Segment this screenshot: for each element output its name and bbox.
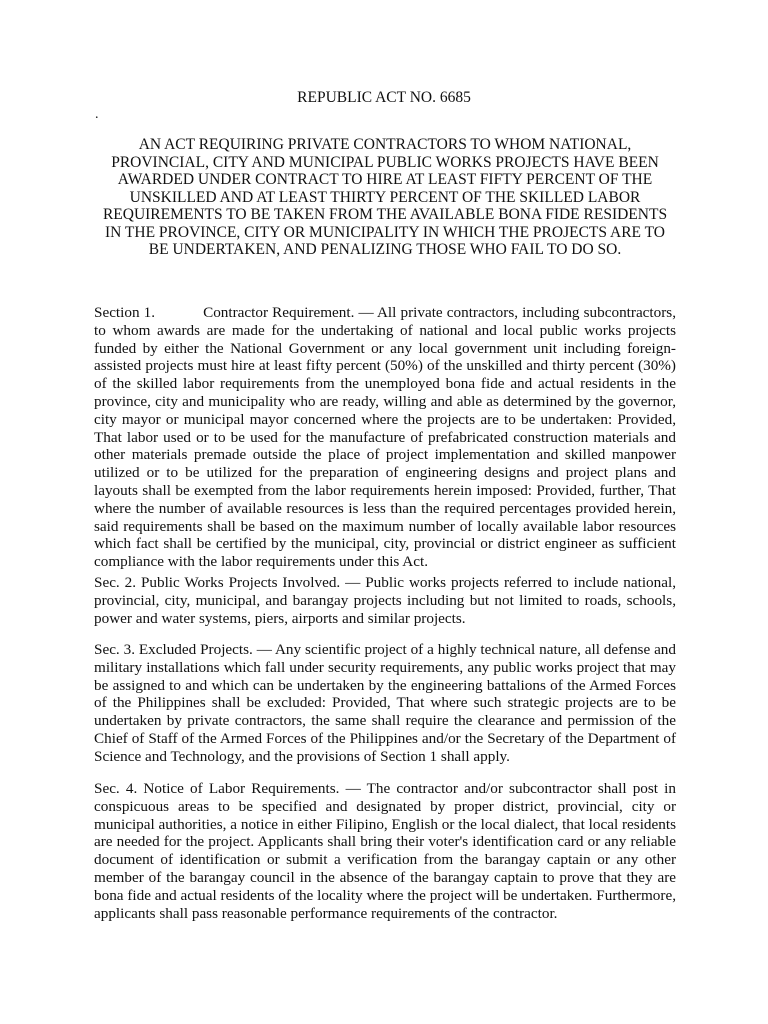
section-1-paragraph <box>94 304 676 571</box>
section-3-paragraph: Sec. 3. Excluded Projects. — Any scientific project of a highly technical nature, all defense and military installations which fall under security requirements, any public works project that may be assigned to and which can be undertaken by the engineering battalions of the Armed Forces of the Philippines shall be excluded: Provided, That where such strategic projects are to be undertaken by private contractors, the same shall require the clearance and permission of the Chief of Staff of the Armed Forces of the Philippines and/or the Secretary of the Department of Science and Technology, and the provisions of Section 1 shall apply. <box>94 641 676 765</box>
section-4-paragraph: Sec. 4. Notice of Labor Requirements. — The contractor and/or subcontractor shall post in conspicuous areas to be specified and designated by proper district, provincial, city or municipal authorities, a notice in either Filipino, English or the local dialect, that local residents are needed for the project. Applicants shall bring their voter's identification card or any reliable document of identification or submit a verification from the barangay captain or any other member of the barangay council in the absence of the barangay captain to prove that they are bona fide and actual residents of the locality where the project will be undertaken. Furthermore, applicants shall pass reasonable performance requirements of the contractor. <box>94 780 676 922</box>
section-1-label: Section 1. <box>94 304 156 321</box>
stray-mark: . <box>95 107 99 122</box>
section-1-text: Contractor Requirement. — All private contractors, including subcontractors, to whom awards are made for the undertaking of national and local public works projects funded by either the National Government or any local government unit including foreign-assisted projects must hire at least fifty percent (50%) of the unskilled and thirty percent (30%) of the skilled labor requirements from the unemployed bona fide and actual residents in the province, city and municipality who are ready, willing and able as determined by the governor, city mayor or municipal mayor concerned where the projects are to be undertaken: Provided, That labor used or to be used for the manufacture of prefabricated construction materials and other materials premade outside the place of project implementation and skilled manpower utilized or to be utilized for the preparation of engineering designs and project plans and layouts shall be exempted from the labor requirements herein imposed: Provided, further, That where the number of available resources is less than the required percentages provided herein, said requirements shall be based on the maximum number of locally available labor resources which fact shall be certified by the municipal, city, provincial or district engineer as sufficient compliance with the labor requirements under this Act. <box>94 304 677 571</box>
document-title: REPUBLIC ACT NO. 6685 <box>297 89 471 106</box>
section-2-paragraph: Sec. 2. Public Works Projects Involved. — Public works projects referred to include national, provincial, city, municipal, and barangay projects including but not limited to roads, schools, power and water systems, piers, airports and similar projects. <box>94 574 676 627</box>
act-caption: AN ACT REQUIRING PRIVATE CONTRACTORS TO WHOM NATIONAL, PROVINCIAL, CITY AND MUNICIPAL PUBLIC WORKS PROJECTS HAVE BEEN AWARDED UNDER CONTRACT TO HIRE AT LEAST FIFTY PERCENT OF THE UNSKILLED AND AT LEAST THIRTY PERCENT OF THE SKILLED LABOR REQUIREMENTS TO BE TAKEN FROM THE AVAILABLE BONA FIDE RESIDENTS IN THE PROVINCE, CITY OR MUNICIPALITY IN WHICH THE PROJECTS ARE TO BE UNDERTAKEN, AND PENALIZING THOSE WHO FAIL TO DO SO. <box>102 136 668 258</box>
